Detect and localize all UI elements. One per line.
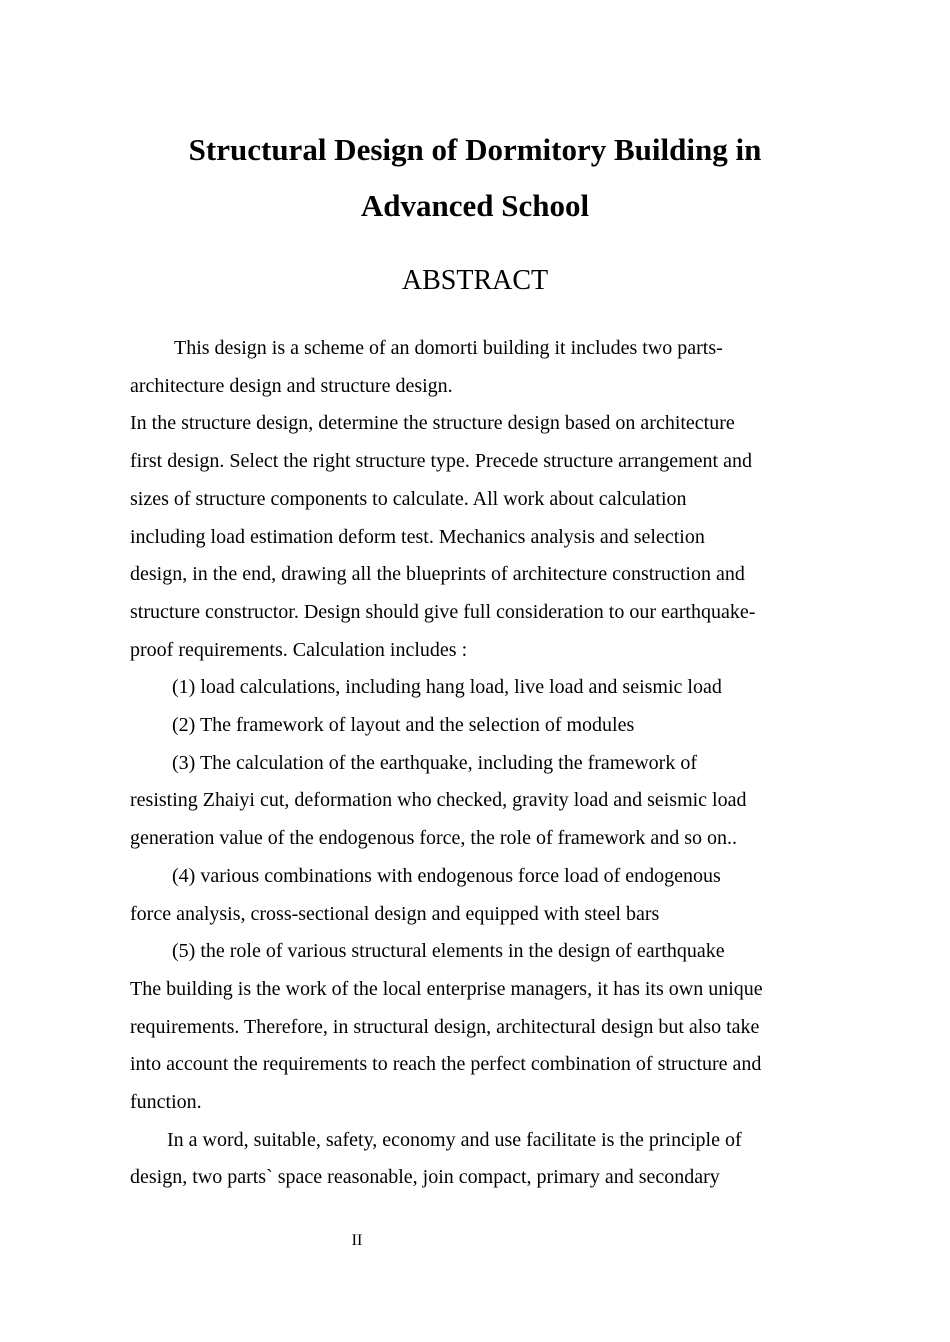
paragraph-line: into account the requirements to reach the perfect combination of structure and bbox=[130, 1053, 762, 1076]
list-item-1: (1) load calculations, including hang load, live load and seismic load bbox=[172, 676, 722, 699]
title-line-1: Structural Design of Dormitory Building in bbox=[188, 132, 762, 167]
paragraph-line: sizes of structure components to calculate. All work about calculation bbox=[130, 487, 687, 510]
paragraph-line: including load estimation deform test. Mechanics analysis and selection bbox=[130, 525, 705, 548]
page-number: II bbox=[351, 1232, 363, 1249]
paragraph-line: design, in the end, drawing all the blueprints of architecture construction and bbox=[130, 563, 745, 586]
paragraph-line: function. bbox=[130, 1091, 202, 1114]
paragraph-line: force analysis, cross-sectional design and equipped with steel bars bbox=[130, 902, 660, 925]
list-item-2: (2) The framework of layout and the selection of modules bbox=[172, 714, 635, 737]
title-line-2: Advanced School bbox=[360, 188, 590, 223]
paragraph-line: proof requirements. Calculation includes : bbox=[130, 638, 468, 661]
paragraph-line: first design. Select the right structure type. Precede structure arrangement and bbox=[130, 450, 752, 473]
paragraph-line: generation value of the endogenous force, the role of framework and so on.. bbox=[130, 827, 738, 850]
paragraph-line: requirements. Therefore, in structural design, architectural design but also take bbox=[130, 1015, 760, 1038]
list-item-3: (3) The calculation of the earthquake, including the framework of bbox=[172, 751, 697, 774]
document-title bbox=[120, 122, 830, 234]
paragraph-line: In the structure design, determine the structure design based on architecture bbox=[130, 412, 735, 435]
paragraph-line: design, two parts` space reasonable, join compact, primary and secondary bbox=[130, 1166, 720, 1189]
paragraph-line: architecture design and structure design. bbox=[130, 374, 453, 397]
paragraph-line: The building is the work of the local enterprise managers, it has its own unique bbox=[130, 977, 763, 1000]
abstract-heading: ABSTRACT bbox=[401, 265, 549, 296]
paragraph-line: This design is a scheme of an domorti building it includes two parts- bbox=[174, 337, 723, 359]
list-item-5: (5) the role of various structural elements in the design of earthquake bbox=[172, 940, 725, 963]
paragraph-line: structure constructor. Design should give full consideration to our earthquake- bbox=[130, 600, 756, 623]
paragraph-line: resisting Zhaiyi cut, deformation who checked, gravity load and seismic load bbox=[130, 789, 747, 812]
list-item-4: (4) various combinations with endogenous force load of endogenous bbox=[172, 864, 721, 887]
paragraph-line: In a word, suitable, safety, economy and use facilitate is the principle of bbox=[167, 1128, 742, 1151]
abstract-body bbox=[130, 330, 830, 1197]
